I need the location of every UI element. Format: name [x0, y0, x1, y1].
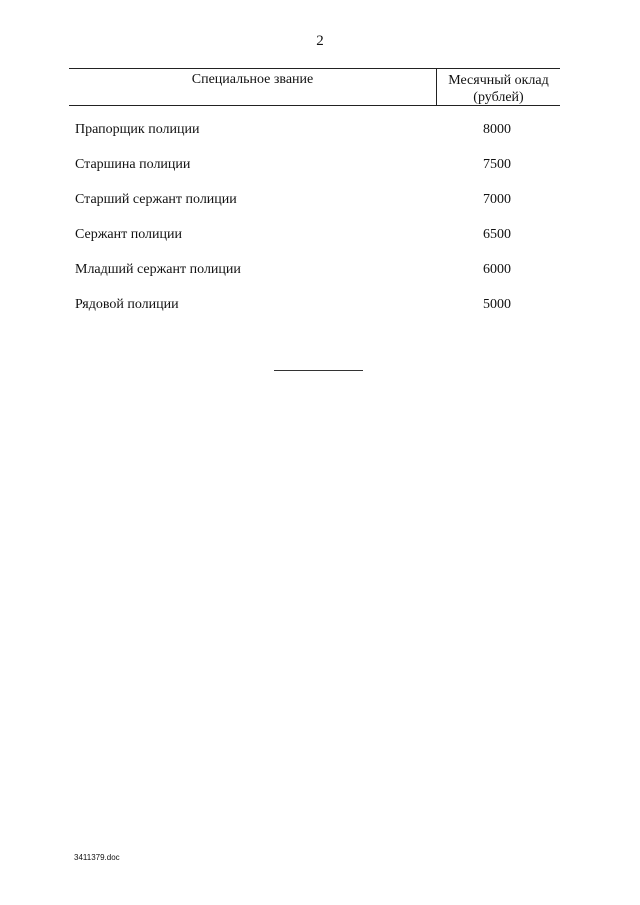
table-row	[69, 122, 560, 157]
row-rank: Сержант полиции	[75, 227, 182, 242]
footer-file-name: 3411379.doc	[74, 853, 120, 862]
table-row	[69, 262, 560, 297]
row-rank: Старшина полиции	[75, 157, 191, 172]
page-number: 2	[316, 33, 324, 49]
row-salary: 6000	[483, 262, 511, 277]
row-rank: Младший сержант полиции	[75, 262, 241, 277]
table-row	[69, 227, 560, 262]
table-row	[69, 192, 560, 227]
row-rank: Рядовой полиции	[75, 297, 179, 312]
row-rank: Старший сержант полиции	[75, 192, 237, 207]
table-row	[69, 297, 560, 332]
row-salary: 7500	[483, 157, 511, 172]
row-salary: 6500	[483, 227, 511, 242]
header-salary	[437, 72, 560, 106]
row-salary: 5000	[483, 297, 511, 312]
row-salary: 7000	[483, 192, 511, 207]
header-rank: Специальное звание	[191, 72, 314, 87]
row-salary: 8000	[483, 122, 511, 137]
header-salary-line2: (рублей)	[473, 90, 524, 105]
table-row	[69, 157, 560, 192]
salary-table	[69, 68, 560, 312]
table-body	[69, 122, 560, 332]
table-header	[69, 68, 560, 106]
header-salary-line1: Месячный оклад	[448, 73, 549, 88]
end-rule	[274, 370, 363, 371]
row-rank: Прапорщик полиции	[75, 122, 200, 137]
